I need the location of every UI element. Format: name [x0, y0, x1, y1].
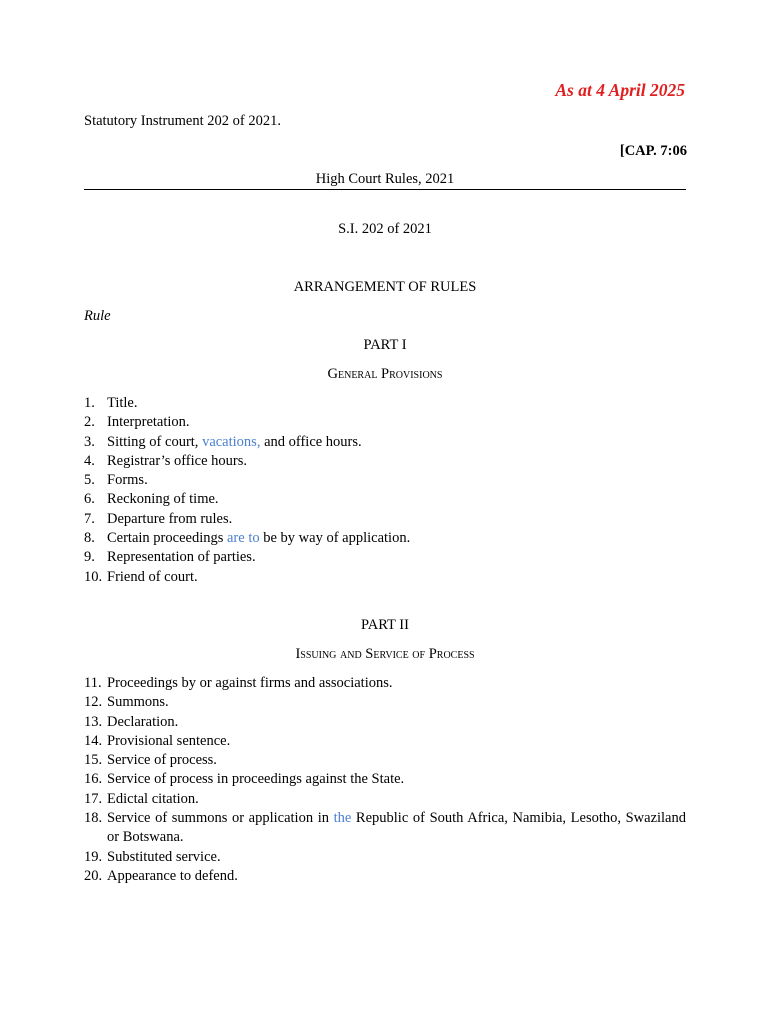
rule-text: and office hours.	[260, 433, 362, 450]
rule-item	[84, 471, 686, 490]
rule-number: 3.	[84, 433, 95, 450]
rule-item	[84, 693, 686, 712]
rule-item	[84, 809, 686, 848]
part-1-title: General Provisions	[327, 366, 443, 382]
rule-item	[84, 790, 686, 809]
rule-number: 18.	[84, 810, 103, 827]
rule-column-label: Rule	[84, 308, 111, 324]
rule-text: Registrar’s office hours.	[107, 452, 248, 469]
rule-item	[84, 490, 686, 509]
rule-text: Proceedings by or against firms and associations.	[107, 675, 393, 691]
rule-item	[84, 867, 686, 886]
rule-text: Interpretation.	[107, 414, 190, 431]
arrangement-heading: ARRANGEMENT OF RULES	[293, 279, 477, 295]
rule-item	[84, 568, 686, 587]
rule-number: 11.	[84, 675, 102, 691]
rule-item	[84, 452, 686, 471]
part-2-title: Issuing and Service of Process	[295, 646, 475, 662]
rule-number: 2.	[84, 414, 95, 431]
part-1-rule-list	[84, 394, 686, 587]
chapter-reference: [CAP. 7:06	[619, 143, 687, 159]
as-at-date: As at 4 April 2025	[555, 80, 685, 100]
rule-number: 16.	[84, 771, 103, 788]
rule-number: 9.	[84, 549, 95, 566]
rule-item	[84, 394, 686, 413]
rule-text: Title.	[107, 395, 138, 411]
rule-number: 20.	[84, 867, 103, 884]
rule-item	[84, 732, 686, 751]
rule-item	[84, 713, 686, 732]
rule-number: 17.	[84, 790, 103, 807]
rule-item	[84, 510, 686, 529]
rule-number: 5.	[84, 472, 95, 489]
rule-text: Substituted service.	[107, 848, 221, 865]
rule-number: 1.	[84, 395, 95, 411]
header-divider	[84, 189, 686, 190]
rule-number: 6.	[84, 491, 95, 508]
rule-item	[84, 433, 686, 452]
part-2-label: PART II	[361, 617, 409, 633]
rule-text: Service of process.	[107, 752, 217, 769]
rule-text: Departure from rules.	[107, 510, 233, 527]
rule-text: Reckoning of time.	[107, 491, 219, 508]
rule-text: Summons.	[107, 694, 169, 711]
part-2-rule-list	[84, 674, 686, 886]
rule-number: 10.	[84, 568, 103, 585]
rule-item	[84, 751, 686, 770]
rule-number: 7.	[84, 510, 95, 527]
rule-text: Representation of parties.	[107, 549, 256, 566]
rule-text: Edictal citation.	[107, 790, 199, 807]
rule-text: Sitting of court,	[107, 433, 203, 450]
rule-number: 8.	[84, 530, 95, 547]
running-title: High Court Rules, 2021	[315, 171, 455, 187]
amended-text: the	[333, 810, 352, 827]
rule-text: Service of process in proceedings against the State.	[107, 771, 405, 788]
rule-text: Forms.	[107, 472, 148, 489]
rule-item	[84, 674, 686, 693]
rule-text: Service of summons or application in	[107, 810, 334, 827]
rule-text: Certain proceedings	[107, 530, 227, 547]
rule-item	[84, 848, 686, 867]
rule-text: Republic of South Africa, Namibia, Lesotho, Swaziland or Botswana.	[107, 810, 686, 846]
amended-text: vacations,	[202, 433, 261, 450]
rule-item	[84, 548, 686, 567]
rule-text: Declaration.	[107, 713, 179, 730]
rule-text: Friend of court.	[107, 568, 198, 585]
rule-number: 4.	[84, 452, 95, 469]
rule-number: 14.	[84, 732, 103, 749]
statutory-instrument-reference: Statutory Instrument 202 of 2021.	[84, 113, 281, 129]
rule-number: 12.	[84, 694, 103, 711]
rule-item	[84, 413, 686, 432]
amended-text: are to	[227, 530, 260, 547]
rule-item	[84, 770, 686, 789]
rule-item	[84, 529, 686, 548]
si-number: S.I. 202 of 2021	[338, 221, 432, 237]
rule-number: 19.	[84, 848, 103, 865]
rule-number: 13.	[84, 713, 103, 730]
rule-text: Appearance to defend.	[107, 867, 238, 884]
rule-number: 15.	[84, 752, 103, 769]
part-1-label: PART I	[363, 337, 407, 353]
rule-text: be by way of application.	[259, 530, 411, 547]
rule-text: Provisional sentence.	[107, 732, 231, 749]
